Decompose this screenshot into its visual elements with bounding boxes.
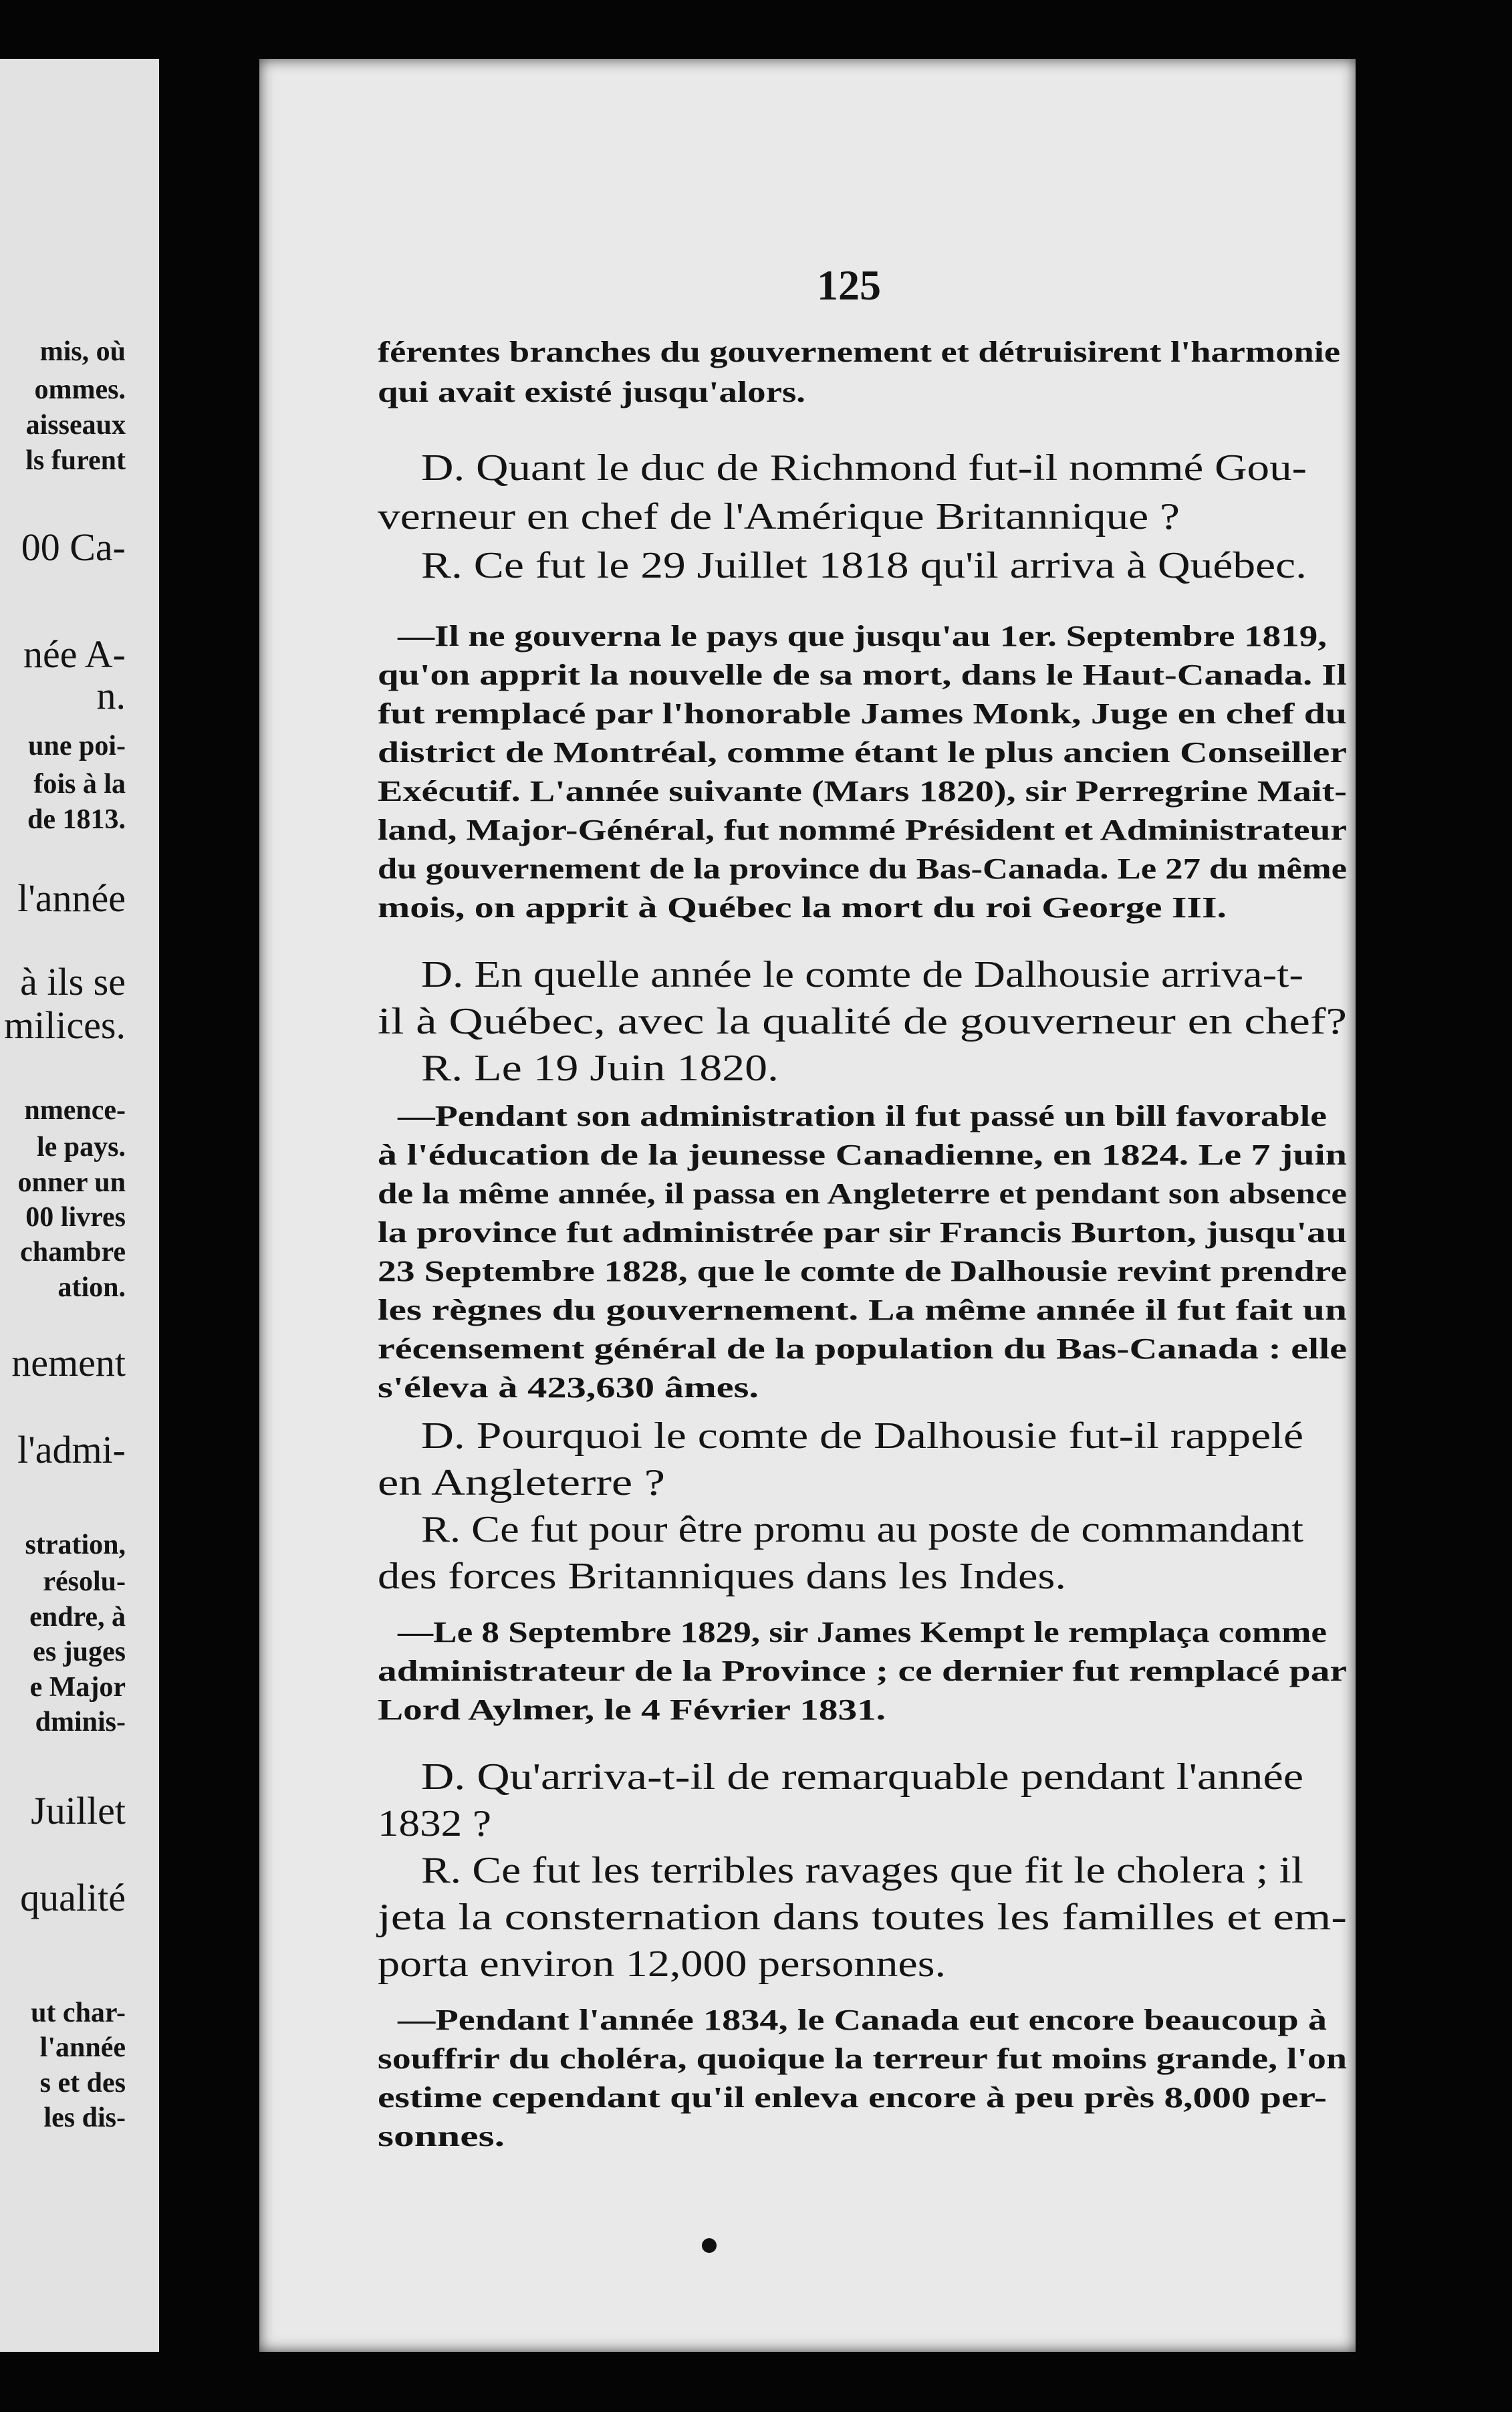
- facing-page-line: à ils se: [20, 960, 126, 1003]
- facing-page-line: es juges: [33, 1637, 126, 1667]
- text-line: s'éleva à 423,630 âmes.: [378, 1371, 759, 1404]
- facing-page-line: n.: [96, 674, 126, 717]
- facing-page-line: l'année: [17, 876, 126, 920]
- text-line: récensement général de la population du Bas-Canada : elle: [378, 1332, 1347, 1365]
- text-line: fut remplacé par l'honorable James Monk, Juge en chef du: [378, 697, 1347, 730]
- text-line: D. Pourquoi le comte de Dalhousie fut-il rappelé: [421, 1415, 1303, 1457]
- facing-page-line: aisseaux: [25, 410, 126, 441]
- facing-page-line: le pays.: [36, 1132, 126, 1163]
- facing-page-line: ut char-: [31, 1998, 126, 2028]
- text-line: qui avait existé jusqu'alors.: [378, 376, 805, 408]
- text-line: D. Qu'arriva-t-il de remarquable pendant l'année: [421, 1756, 1303, 1798]
- ink-dot: [702, 2238, 717, 2253]
- text-line: R. Ce fut les terribles ravages que fit le cholera ; il: [421, 1850, 1303, 1891]
- facing-page-line: endre, à: [29, 1602, 126, 1633]
- text-line: des forces Britanniques dans les Indes.: [378, 1556, 1066, 1597]
- text-line: du gouvernement de la province du Bas-Canada. Le 27 du même: [378, 852, 1347, 885]
- text-line: 1832 ?: [378, 1803, 491, 1844]
- facing-page-line: résolu-: [43, 1566, 126, 1597]
- facing-page-line: fois à la: [33, 769, 126, 800]
- facing-page-line: s et des: [39, 2068, 126, 2098]
- facing-page-line: de 1813.: [27, 804, 126, 835]
- text-line: —Le 8 Septembre 1829, sir James Kempt le remplaça comme: [398, 1616, 1327, 1649]
- text-line: à l'éducation de la jeunesse Canadienne, en 1824. Le 7 juin: [378, 1138, 1347, 1171]
- facing-page-line: née A-: [23, 632, 126, 676]
- text-line: souffrir du choléra, quoique la terreur fut moins grande, l'on: [378, 2042, 1347, 2075]
- text-line: la province fut administrée par sir Francis Burton, jusqu'au: [378, 1216, 1347, 1249]
- facing-page-edge: [0, 59, 159, 2352]
- text-line: administrateur de la Province ; ce dernier fut remplacé par: [378, 1655, 1347, 1687]
- facing-page-line: mis, où: [39, 336, 126, 367]
- facing-page-line: ation.: [57, 1272, 126, 1303]
- facing-page-line: nement: [11, 1341, 126, 1384]
- facing-page-line: l'admi-: [17, 1428, 126, 1471]
- text-line: jeta la consternation dans toutes les familles et em-: [378, 1897, 1347, 1938]
- text-line: férentes branches du gouvernement et détruisirent l'harmonie: [378, 336, 1340, 368]
- text-line: de la même année, il passa en Angleterre et pendant son absence: [378, 1177, 1347, 1210]
- facing-page-line: Juillet: [31, 1789, 126, 1832]
- facing-page-line: e Major: [29, 1672, 126, 1703]
- text-line: —Pendant son administration il fut passé un bill favorable: [398, 1100, 1327, 1132]
- facing-page-line: ls furent: [25, 445, 126, 476]
- facing-page-line: qualité: [20, 1876, 126, 1919]
- facing-page-line: dminis-: [35, 1707, 126, 1737]
- text-line: district de Montréal, comme étant le plus ancien Conseiller: [378, 736, 1347, 769]
- text-line: sonnes.: [378, 2120, 505, 2153]
- facing-page-line: les dis-: [43, 2102, 126, 2133]
- facing-page-line: une poi-: [28, 731, 126, 761]
- facing-page-line: nmence-: [24, 1095, 126, 1126]
- text-line: Lord Aylmer, le 4 Février 1831.: [378, 1693, 886, 1726]
- text-line: en Angleterre ?: [378, 1462, 665, 1503]
- text-line: —Pendant l'année 1834, le Canada eut encore beaucoup à: [398, 2004, 1327, 2036]
- page-number: 125: [817, 261, 881, 309]
- text-line: Exécutif. L'année suivante (Mars 1820), sir Perregrine Mait-: [378, 775, 1347, 808]
- facing-page-line: milices.: [3, 1003, 126, 1047]
- facing-page-line: l'année: [39, 2032, 126, 2063]
- text-line: R. Ce fut pour être promu au poste de commandant: [421, 1509, 1303, 1550]
- facing-page-line: onner un: [17, 1167, 126, 1198]
- facing-page-line: 00 livres: [25, 1202, 126, 1233]
- text-line: les règnes du gouvernement. La même année il fut fait un: [378, 1294, 1347, 1326]
- text-line: R. Ce fut le 29 Juillet 1818 qu'il arriva à Québec.: [421, 545, 1307, 586]
- text-line: il à Québec, avec la qualité de gouverneur en chef?: [378, 1001, 1347, 1042]
- text-line: porta environ 12,000 personnes.: [378, 1943, 946, 1985]
- facing-page-line: ommes.: [34, 374, 126, 405]
- text-line: qu'on apprit la nouvelle de sa mort, dans le Haut-Canada. Il: [378, 658, 1347, 691]
- text-line: mois, on apprit à Québec la mort du roi George III.: [378, 891, 1227, 924]
- text-line: estime cependant qu'il enleva encore à peu près 8,000 per-: [378, 2081, 1327, 2114]
- text-line: —Il ne gouverna le pays que jusqu'au 1er. Septembre 1819,: [398, 620, 1327, 652]
- facing-page-line: chambre: [20, 1237, 126, 1268]
- text-line: D. Quant le duc de Richmond fut-il nommé Gou-: [421, 447, 1307, 489]
- text-line: D. En quelle année le comte de Dalhousie arriva-t-: [421, 954, 1303, 995]
- facing-page-line: 00 Ca-: [21, 525, 126, 569]
- text-line: 23 Septembre 1828, que le comte de Dalhousie revint prendre: [378, 1255, 1347, 1288]
- facing-page-line: stration,: [25, 1530, 126, 1560]
- text-line: verneur en chef de l'Amérique Britannique ?: [378, 496, 1180, 537]
- text-line: land, Major-Général, fut nommé Président et Administrateur: [378, 814, 1347, 846]
- text-line: R. Le 19 Juin 1820.: [421, 1048, 779, 1089]
